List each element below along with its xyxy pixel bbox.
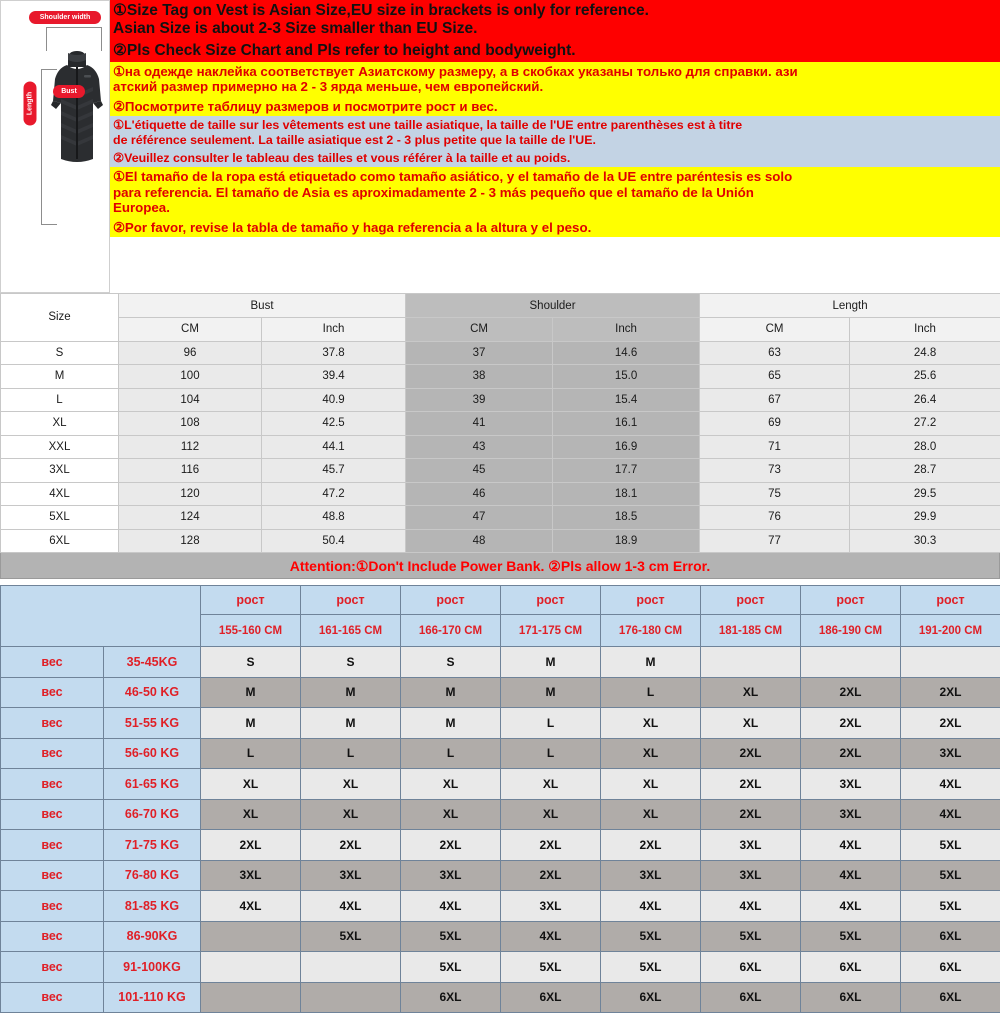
notice-es-1 bbox=[110, 167, 1000, 217]
cell-shoulder-inch: 15.0 bbox=[553, 365, 700, 389]
cell-bust-cm: 100 bbox=[119, 365, 262, 389]
cell-shoulder-inch: 18.5 bbox=[553, 506, 700, 530]
fit-cell: L bbox=[601, 677, 701, 708]
fit-cell: M bbox=[301, 708, 401, 739]
fit-cell: 5XL bbox=[401, 921, 501, 952]
cell-bust-cm: 128 bbox=[119, 529, 262, 553]
cell-shoulder-inch: 15.4 bbox=[553, 388, 700, 412]
table-row bbox=[1, 412, 1000, 436]
cell-size: XXL bbox=[1, 435, 119, 459]
fit-cell: 4XL bbox=[801, 891, 901, 922]
fit-cell: 3XL bbox=[901, 738, 1000, 769]
header-group-bust: Bust bbox=[119, 294, 406, 318]
fit-cell: XL bbox=[201, 769, 301, 800]
header-height-word: рост bbox=[701, 586, 801, 615]
fit-cell bbox=[901, 647, 1000, 678]
notice-line: ①L'étiquette de taille sur les vêtements est une taille asiatique, la taille de l'UE entre parenthèses est à titre bbox=[113, 118, 996, 132]
cell-length-cm: 71 bbox=[700, 435, 850, 459]
table-row bbox=[1, 529, 1000, 553]
cell-length-cm: 73 bbox=[700, 459, 850, 483]
header-height-word: рост bbox=[501, 586, 601, 615]
fit-cell: 6XL bbox=[801, 982, 901, 1013]
fit-cell: 6XL bbox=[901, 952, 1000, 983]
cell-length-cm: 63 bbox=[700, 341, 850, 365]
header-group-shoulder: Shoulder bbox=[406, 294, 700, 318]
fit-cell: L bbox=[401, 738, 501, 769]
fit-cell: 5XL bbox=[501, 952, 601, 983]
fit-cell: 6XL bbox=[601, 982, 701, 1013]
weight-word: вес bbox=[1, 982, 104, 1013]
weight-range: 61-65 KG bbox=[104, 769, 201, 800]
cell-size: XL bbox=[1, 412, 119, 436]
fit-cell: 6XL bbox=[701, 952, 801, 983]
fit-cell: XL bbox=[301, 799, 401, 830]
cell-bust-cm: 96 bbox=[119, 341, 262, 365]
cell-shoulder-inch: 16.1 bbox=[553, 412, 700, 436]
notice-line: ②Veuillez consulter le tableau des tailles et vous référer à la taille et au poids. bbox=[113, 151, 996, 165]
shoulder-width-label: Shoulder width bbox=[29, 11, 101, 24]
fit-cell bbox=[201, 921, 301, 952]
header-height-range: 186-190 CM bbox=[801, 615, 901, 647]
header-height-word: рост bbox=[401, 586, 501, 615]
fit-row bbox=[1, 830, 1000, 861]
header-height-word: рост bbox=[901, 586, 1000, 615]
weight-word: вес bbox=[1, 830, 104, 861]
notice-line: ②Por favor, revise la tabla de tamaño y haga referencia a la altura y el peso. bbox=[113, 220, 996, 235]
fit-cell: 3XL bbox=[601, 860, 701, 891]
fit-row bbox=[1, 860, 1000, 891]
cell-shoulder-cm: 48 bbox=[406, 529, 553, 553]
header-height-range: 155-160 CM bbox=[201, 615, 301, 647]
fit-cell bbox=[701, 647, 801, 678]
header-height-range: 191-200 CM bbox=[901, 615, 1000, 647]
notice-fr-1 bbox=[110, 116, 1000, 149]
shoulder-tick-left bbox=[46, 27, 47, 51]
fit-cell: 3XL bbox=[401, 860, 501, 891]
cell-shoulder-inch: 18.9 bbox=[553, 529, 700, 553]
weight-word: вес bbox=[1, 647, 104, 678]
fit-cell: 4XL bbox=[701, 891, 801, 922]
fit-row bbox=[1, 769, 1000, 800]
notice-line: ①на одежде наклейка соответствует Азиатскому размеру, а в скобках указаны только для справки. ази bbox=[113, 64, 996, 79]
header-bust-inch: Inch bbox=[262, 318, 406, 342]
header-bust-cm: CM bbox=[119, 318, 262, 342]
fit-cell: 6XL bbox=[801, 952, 901, 983]
fit-matrix-table bbox=[0, 585, 1000, 1013]
cell-size: 5XL bbox=[1, 506, 119, 530]
weight-word: вес bbox=[1, 891, 104, 922]
fit-cell bbox=[201, 982, 301, 1013]
fit-cell: 3XL bbox=[301, 860, 401, 891]
header-shoulder-cm: CM bbox=[406, 318, 553, 342]
measurement-table bbox=[0, 293, 1000, 553]
header-length-inch: Inch bbox=[850, 318, 1000, 342]
weight-word: вес bbox=[1, 738, 104, 769]
fit-cell: 2XL bbox=[801, 708, 901, 739]
cell-length-inch: 26.4 bbox=[850, 388, 1000, 412]
fit-cell: 5XL bbox=[901, 830, 1000, 861]
fit-cell: 2XL bbox=[301, 830, 401, 861]
cell-length-cm: 69 bbox=[700, 412, 850, 436]
notice-line: ①Size Tag on Vest is Asian Size,EU size in brackets is only for reference. bbox=[113, 2, 996, 20]
fit-cell: 2XL bbox=[701, 799, 801, 830]
fit-cell: S bbox=[401, 647, 501, 678]
fit-cell: XL bbox=[201, 799, 301, 830]
cell-shoulder-inch: 17.7 bbox=[553, 459, 700, 483]
table-row bbox=[1, 435, 1000, 459]
cell-bust-inch: 40.9 bbox=[262, 388, 406, 412]
notice-line: Europea. bbox=[113, 200, 996, 215]
fit-cell: 3XL bbox=[501, 891, 601, 922]
fit-cell bbox=[301, 952, 401, 983]
cell-length-inch: 27.2 bbox=[850, 412, 1000, 436]
fit-row bbox=[1, 952, 1000, 983]
weight-range: 101-110 KG bbox=[104, 982, 201, 1013]
cell-bust-cm: 104 bbox=[119, 388, 262, 412]
notice-line: атский размер примерно на 2 - 3 ярда меньше, чем европейский. bbox=[113, 79, 996, 94]
cell-length-inch: 29.5 bbox=[850, 482, 1000, 506]
weight-word: вес bbox=[1, 708, 104, 739]
fit-cell: L bbox=[301, 738, 401, 769]
notice-line: ②Pls Check Size Chart and Pls refer to height and bodyweight. bbox=[113, 42, 996, 60]
header-shoulder-inch: Inch bbox=[553, 318, 700, 342]
notice-line: ②Посмотрите таблицу размеров и посмотрите рост и вес. bbox=[113, 99, 996, 114]
header-height-range: 176-180 CM bbox=[601, 615, 701, 647]
cell-bust-inch: 42.5 bbox=[262, 412, 406, 436]
cell-bust-inch: 48.8 bbox=[262, 506, 406, 530]
fit-cell: 5XL bbox=[401, 952, 501, 983]
fit-cell: 2XL bbox=[801, 677, 901, 708]
fit-cell: 2XL bbox=[901, 677, 1000, 708]
cell-length-inch: 24.8 bbox=[850, 341, 1000, 365]
vest-illustration bbox=[48, 47, 106, 172]
product-figure bbox=[0, 0, 110, 293]
fit-cell: L bbox=[501, 708, 601, 739]
table-row bbox=[1, 341, 1000, 365]
weight-range: 66-70 KG bbox=[104, 799, 201, 830]
cell-shoulder-cm: 43 bbox=[406, 435, 553, 459]
length-tick-bottom bbox=[41, 224, 57, 225]
table-header-unit-row bbox=[1, 318, 1000, 342]
fit-cell: 3XL bbox=[201, 860, 301, 891]
cell-bust-inch: 37.8 bbox=[262, 341, 406, 365]
cell-shoulder-cm: 39 bbox=[406, 388, 553, 412]
cell-bust-inch: 45.7 bbox=[262, 459, 406, 483]
fit-cell: L bbox=[201, 738, 301, 769]
cell-length-cm: 76 bbox=[700, 506, 850, 530]
fit-cell: 4XL bbox=[801, 830, 901, 861]
fit-row bbox=[1, 677, 1000, 708]
cell-length-inch: 29.9 bbox=[850, 506, 1000, 530]
cell-length-cm: 77 bbox=[700, 529, 850, 553]
fit-cell bbox=[801, 647, 901, 678]
fit-cell: XL bbox=[501, 769, 601, 800]
header-length-cm: CM bbox=[700, 318, 850, 342]
header-height-word: рост bbox=[301, 586, 401, 615]
weight-range: 86-90KG bbox=[104, 921, 201, 952]
cell-shoulder-inch: 16.9 bbox=[553, 435, 700, 459]
table-row bbox=[1, 506, 1000, 530]
fit-cell: 2XL bbox=[701, 738, 801, 769]
notice-en-2 bbox=[110, 40, 1000, 62]
fit-cell: 2XL bbox=[701, 769, 801, 800]
fit-row bbox=[1, 647, 1000, 678]
fit-cell: 6XL bbox=[501, 982, 601, 1013]
fit-cell: XL bbox=[401, 799, 501, 830]
cell-shoulder-cm: 45 bbox=[406, 459, 553, 483]
weight-word: вес bbox=[1, 952, 104, 983]
table-header-group-row bbox=[1, 294, 1000, 318]
fit-cell: 2XL bbox=[501, 860, 601, 891]
fit-row bbox=[1, 708, 1000, 739]
fit-cell: 5XL bbox=[601, 921, 701, 952]
table-row bbox=[1, 365, 1000, 389]
fit-cell: 4XL bbox=[901, 769, 1000, 800]
fit-cell: XL bbox=[301, 769, 401, 800]
header-height-word: рост bbox=[601, 586, 701, 615]
fit-cell: 4XL bbox=[401, 891, 501, 922]
fit-cell: 2XL bbox=[201, 830, 301, 861]
header-height-word: рост bbox=[201, 586, 301, 615]
notice-line: de référence seulement. La taille asiatique est 2 - 3 plus petite que la taille de l'UE. bbox=[113, 133, 996, 147]
cell-bust-inch: 47.2 bbox=[262, 482, 406, 506]
fit-cell: XL bbox=[601, 769, 701, 800]
cell-length-inch: 28.7 bbox=[850, 459, 1000, 483]
notice-ru-2 bbox=[110, 97, 1000, 116]
cell-size: 4XL bbox=[1, 482, 119, 506]
table-row bbox=[1, 388, 1000, 412]
cell-shoulder-cm: 37 bbox=[406, 341, 553, 365]
fit-cell: 2XL bbox=[601, 830, 701, 861]
shoulder-bracket bbox=[46, 27, 102, 28]
cell-bust-inch: 39.4 bbox=[262, 365, 406, 389]
fit-row bbox=[1, 921, 1000, 952]
cell-bust-cm: 124 bbox=[119, 506, 262, 530]
fit-cell: 2XL bbox=[401, 830, 501, 861]
fit-cell: 2XL bbox=[901, 708, 1000, 739]
fit-cell: S bbox=[301, 647, 401, 678]
weight-range: 76-80 KG bbox=[104, 860, 201, 891]
fit-cell: 5XL bbox=[601, 952, 701, 983]
cell-length-cm: 75 bbox=[700, 482, 850, 506]
header-size: Size bbox=[1, 294, 119, 342]
notice-line: Asian Size is about 2-3 Size smaller than EU Size. bbox=[113, 20, 996, 38]
length-bracket bbox=[41, 69, 42, 225]
notice-line: ①El tamaño de la ropa está etiquetado como tamaño asiático, y el tamaño de la UE entre paréntesis es solo bbox=[113, 169, 996, 184]
fit-row bbox=[1, 799, 1000, 830]
fit-cell: 5XL bbox=[701, 921, 801, 952]
cell-shoulder-cm: 41 bbox=[406, 412, 553, 436]
cell-shoulder-cm: 46 bbox=[406, 482, 553, 506]
cell-shoulder-inch: 18.1 bbox=[553, 482, 700, 506]
weight-word: вес bbox=[1, 799, 104, 830]
fit-cell: M bbox=[601, 647, 701, 678]
fit-cell bbox=[301, 982, 401, 1013]
table-row bbox=[1, 459, 1000, 483]
header-height-range: 161-165 CM bbox=[301, 615, 401, 647]
notice-banners bbox=[110, 0, 1000, 293]
fit-cell: 5XL bbox=[901, 891, 1000, 922]
fit-cell: 4XL bbox=[801, 860, 901, 891]
cell-shoulder-cm: 38 bbox=[406, 365, 553, 389]
fit-cell: 6XL bbox=[401, 982, 501, 1013]
fit-cell: 4XL bbox=[901, 799, 1000, 830]
fit-cell: M bbox=[401, 708, 501, 739]
header-height-word: рост bbox=[801, 586, 901, 615]
weight-word: вес bbox=[1, 769, 104, 800]
fit-cell: 4XL bbox=[601, 891, 701, 922]
cell-bust-inch: 50.4 bbox=[262, 529, 406, 553]
weight-range: 81-85 KG bbox=[104, 891, 201, 922]
fit-cell: 3XL bbox=[801, 799, 901, 830]
header-height-range: 171-175 CM bbox=[501, 615, 601, 647]
notice-en-1 bbox=[110, 0, 1000, 40]
length-label: Length bbox=[24, 82, 37, 126]
cell-bust-inch: 44.1 bbox=[262, 435, 406, 459]
cell-length-cm: 65 bbox=[700, 365, 850, 389]
fit-cell: XL bbox=[401, 769, 501, 800]
fit-cell: M bbox=[501, 677, 601, 708]
notice-line: para referencia. El tamaño de Asia es aproximadamente 2 - 3 más pequeño que el tamaño de la Unión bbox=[113, 185, 996, 200]
notice-ru-1 bbox=[110, 62, 1000, 97]
header-height-range: 166-170 CM bbox=[401, 615, 501, 647]
fit-row bbox=[1, 982, 1000, 1013]
fit-row bbox=[1, 738, 1000, 769]
fit-cell: 4XL bbox=[501, 921, 601, 952]
bust-label: Bust bbox=[53, 85, 85, 98]
fit-row bbox=[1, 891, 1000, 922]
fit-cell: S bbox=[201, 647, 301, 678]
weight-word: вес bbox=[1, 860, 104, 891]
cell-size: M bbox=[1, 365, 119, 389]
fit-cell: XL bbox=[501, 799, 601, 830]
fit-cell: XL bbox=[601, 738, 701, 769]
fit-cell: M bbox=[401, 677, 501, 708]
fit-cell: 5XL bbox=[801, 921, 901, 952]
fit-cell: M bbox=[201, 708, 301, 739]
fit-cell: 3XL bbox=[801, 769, 901, 800]
fit-cell: 3XL bbox=[701, 860, 801, 891]
cell-size: L bbox=[1, 388, 119, 412]
table-row bbox=[1, 482, 1000, 506]
weight-word: вес bbox=[1, 921, 104, 952]
fit-cell: 5XL bbox=[301, 921, 401, 952]
weight-word: вес bbox=[1, 677, 104, 708]
weight-range: 91-100KG bbox=[104, 952, 201, 983]
fit-cell: XL bbox=[601, 799, 701, 830]
cell-bust-cm: 112 bbox=[119, 435, 262, 459]
fit-cell: 4XL bbox=[301, 891, 401, 922]
fit-cell: 2XL bbox=[501, 830, 601, 861]
attention-note: Attention:①Don't Include Power Bank. ②Pls allow 1-3 cm Error. bbox=[0, 553, 1000, 579]
fit-cell: M bbox=[501, 647, 601, 678]
fit-cell: 3XL bbox=[701, 830, 801, 861]
cell-length-inch: 30.3 bbox=[850, 529, 1000, 553]
weight-range: 51-55 KG bbox=[104, 708, 201, 739]
fit-cell: M bbox=[201, 677, 301, 708]
cell-shoulder-inch: 14.6 bbox=[553, 341, 700, 365]
weight-range: 71-75 KG bbox=[104, 830, 201, 861]
fit-cell: 6XL bbox=[701, 982, 801, 1013]
fit-cell: M bbox=[301, 677, 401, 708]
fit-cell: XL bbox=[701, 677, 801, 708]
weight-range: 35-45KG bbox=[104, 647, 201, 678]
cell-length-inch: 28.0 bbox=[850, 435, 1000, 459]
fit-cell: XL bbox=[701, 708, 801, 739]
fit-header-height-row bbox=[1, 586, 1000, 615]
notice-es-2 bbox=[110, 218, 1000, 237]
fit-cell: L bbox=[501, 738, 601, 769]
cell-bust-cm: 116 bbox=[119, 459, 262, 483]
weight-range: 56-60 KG bbox=[104, 738, 201, 769]
fit-header-corner bbox=[1, 586, 201, 647]
cell-length-inch: 25.6 bbox=[850, 365, 1000, 389]
fit-cell: 5XL bbox=[901, 860, 1000, 891]
top-section bbox=[0, 0, 1000, 293]
cell-length-cm: 67 bbox=[700, 388, 850, 412]
cell-bust-cm: 120 bbox=[119, 482, 262, 506]
fit-cell: 6XL bbox=[901, 921, 1000, 952]
header-group-length: Length bbox=[700, 294, 1000, 318]
notice-fr-2 bbox=[110, 149, 1000, 167]
weight-range: 46-50 KG bbox=[104, 677, 201, 708]
cell-size: 3XL bbox=[1, 459, 119, 483]
cell-size: S bbox=[1, 341, 119, 365]
cell-shoulder-cm: 47 bbox=[406, 506, 553, 530]
fit-cell: XL bbox=[601, 708, 701, 739]
cell-bust-cm: 108 bbox=[119, 412, 262, 436]
fit-cell: 4XL bbox=[201, 891, 301, 922]
fit-cell: 6XL bbox=[901, 982, 1000, 1013]
cell-size: 6XL bbox=[1, 529, 119, 553]
header-height-range: 181-185 CM bbox=[701, 615, 801, 647]
fit-cell bbox=[201, 952, 301, 983]
fit-cell: 2XL bbox=[801, 738, 901, 769]
